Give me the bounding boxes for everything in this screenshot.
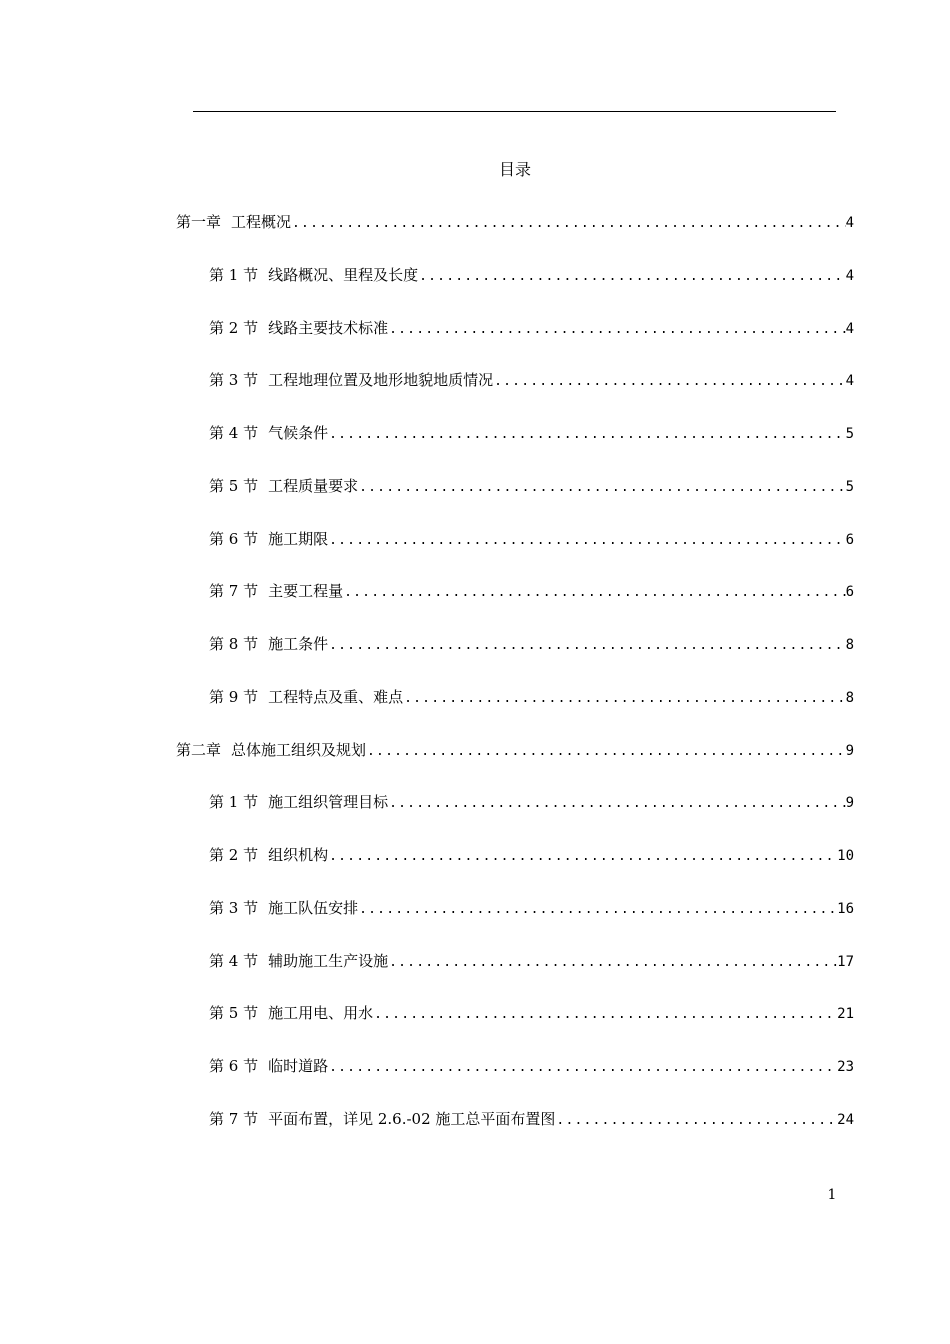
toc-entry-number: 第 1 节 [209, 265, 259, 284]
toc-entry-page: 8 [845, 637, 854, 653]
toc-dot-leader [358, 475, 845, 501]
toc-entry-page: 21 [837, 1006, 854, 1023]
toc-dot-leader [555, 1108, 837, 1134]
toc-entry-number: 第 7 节 [209, 582, 259, 601]
toc-entry-title: 施工条件 [268, 635, 329, 653]
toc-entry-title: 平面布置，详见 2.6.-02 施工总平面布置图 [268, 1109, 556, 1128]
toc-entry-page: 5 [845, 478, 854, 495]
toc-title: 目录 [498, 160, 531, 179]
toc-entry-title: 临时道路 [268, 1057, 329, 1075]
toc-entry-number: 第一章 [176, 213, 222, 231]
toc-entry-number: 第 5 节 [209, 476, 259, 495]
toc-entry-number: 第 7 节 [209, 1109, 259, 1128]
toc-section-entry[interactable] [209, 315, 854, 341]
toc-entry-page: 4 [845, 267, 854, 284]
toc-chapter-entry[interactable] [176, 737, 854, 763]
toc-entry-page: 4 [845, 320, 854, 337]
toc-section-entry[interactable] [209, 1106, 854, 1132]
toc-dot-leader [388, 317, 845, 343]
toc-entry-title: 主要工程量 [268, 582, 344, 601]
toc-section-entry[interactable] [209, 367, 854, 393]
toc-entry-title: 工程概况 [231, 213, 292, 231]
page-number: 1 [827, 1187, 837, 1203]
toc-dot-leader [418, 264, 845, 290]
toc-dot-leader [358, 897, 837, 923]
toc-entry-title: 辅助施工生产设施 [268, 951, 389, 970]
toc-section-entry[interactable] [209, 262, 854, 288]
toc-dot-leader [343, 580, 845, 606]
toc-entry-number: 第 4 节 [209, 951, 259, 970]
toc-section-entry[interactable] [209, 420, 854, 446]
toc-entry-number: 第 3 节 [209, 371, 259, 390]
toc-dot-leader [373, 1002, 837, 1028]
toc-entry-page: 16 [837, 900, 854, 917]
toc-entry-page: 6 [845, 584, 854, 601]
toc-entry-page: 8 [845, 689, 854, 706]
toc-dot-leader [328, 528, 845, 554]
toc-section-entry[interactable] [209, 473, 854, 499]
toc-dot-leader [388, 791, 845, 817]
toc-entry-number: 第 3 节 [209, 898, 259, 917]
toc-section-entry[interactable] [209, 578, 854, 604]
toc-entry-number: 第二章 [176, 740, 222, 759]
toc-entry-number: 第 8 节 [209, 635, 259, 653]
toc-entry-title: 工程地理位置及地形地貌地质情况 [268, 371, 494, 390]
toc-section-entry[interactable] [209, 631, 854, 657]
toc-dot-leader [291, 211, 846, 237]
toc-entry-number: 第 5 节 [209, 1004, 259, 1023]
toc-entry-title: 施工组织管理目标 [268, 793, 389, 812]
toc-dot-leader [328, 1055, 837, 1081]
toc-entry-title: 工程特点及重、难点 [268, 687, 404, 706]
toc-entry-page: 9 [845, 795, 854, 812]
toc-entry-page: 4 [845, 215, 854, 231]
toc-entry-title: 线路主要技术标准 [268, 318, 389, 337]
toc-entry-page: 10 [837, 848, 854, 864]
toc-entry-page: 6 [845, 531, 854, 548]
toc-entry-title: 工程质量要求 [268, 476, 359, 495]
toc-entry-page: 24 [837, 1111, 854, 1128]
toc-section-entry[interactable] [209, 895, 854, 921]
toc-entry-title: 施工队伍安排 [268, 898, 359, 917]
toc-dot-leader [366, 739, 846, 765]
toc-section-entry[interactable] [209, 948, 854, 974]
toc-section-entry[interactable] [209, 526, 854, 552]
toc-entry-title: 施工期限 [268, 529, 329, 548]
toc-entry-page: 4 [845, 373, 854, 390]
toc-chapter-entry[interactable] [176, 209, 854, 235]
toc-entry-number: 第 9 节 [209, 687, 259, 706]
toc-entry-number: 第 4 节 [209, 424, 259, 442]
toc-entry-title: 总体施工组织及规划 [231, 740, 367, 759]
toc-entry-number: 第 2 节 [209, 318, 259, 337]
toc-section-entry[interactable] [209, 684, 854, 710]
toc-entry-number: 第 1 节 [209, 793, 259, 812]
toc-entry-page: 5 [845, 426, 854, 442]
toc-entry-number: 第 2 节 [209, 846, 259, 864]
header-rule [193, 111, 836, 112]
toc-entry-title: 气候条件 [268, 424, 329, 442]
toc-section-entry[interactable] [209, 1000, 854, 1026]
toc-dot-leader [493, 369, 845, 395]
toc-entry-title: 施工用电、用水 [268, 1004, 374, 1023]
toc-section-entry[interactable] [209, 842, 854, 868]
toc-dot-leader [403, 686, 845, 712]
toc-entry-number: 第 6 节 [209, 1057, 259, 1075]
toc-dot-leader [328, 422, 845, 448]
toc-entry-title: 组织机构 [268, 846, 329, 864]
toc-dot-leader [388, 950, 837, 976]
toc-section-entry[interactable] [209, 1053, 854, 1079]
toc-entry-number: 第 6 节 [209, 529, 259, 548]
toc-entry-page: 9 [845, 742, 854, 759]
toc-entry-title: 线路概况、里程及长度 [268, 265, 419, 284]
toc-dot-leader [328, 844, 837, 870]
toc-entry-page: 23 [837, 1059, 854, 1075]
toc-dot-leader [328, 633, 845, 659]
toc-entry-page: 17 [837, 953, 854, 970]
toc-section-entry[interactable] [209, 789, 854, 815]
